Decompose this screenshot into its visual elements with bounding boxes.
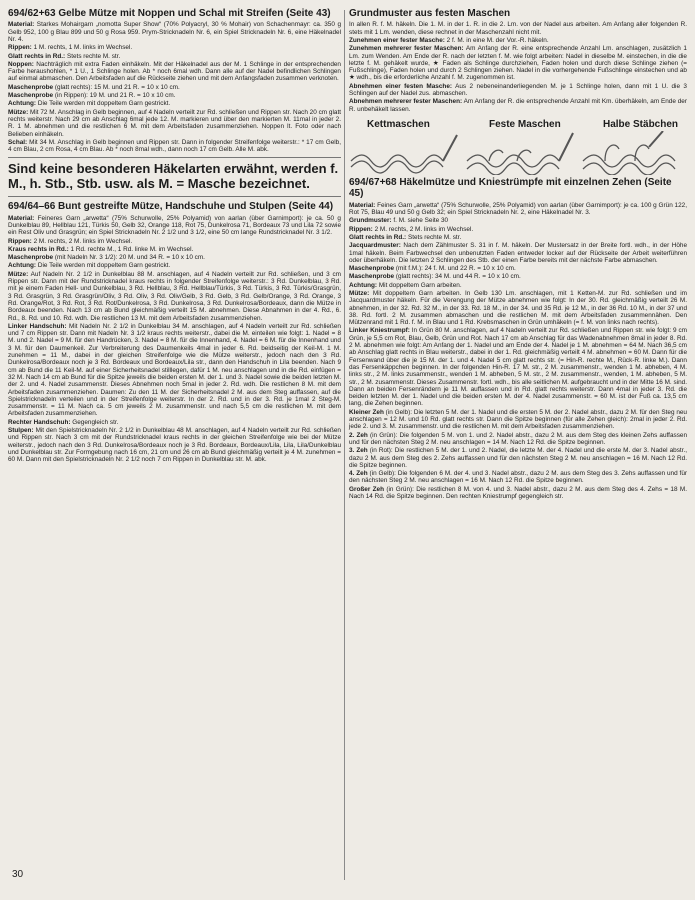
paragraph [8,139,341,154]
paragraph-text: (mit Nadeln Nr. 3 1/2): 20 M. und 34 R. = 10 x 10 cm. [53,254,205,262]
paragraph-text: Nachträglich mit extra Faden einhäkeln. Mit der Häkelnadel aus der M. 1 Schlinge in der entsprechenden Farbe heraushohlen, * 1 U., 1 Schlinge holen. Ab * noch 6mal wdh. Dann alle auf der Nadel befindlichen Schlingen auf einmal abmaschen. Den Arbeitsfaden auf die Rückseite ziehen und mit dem Anfangsfaden zusammen verknoten. [8,60,341,83]
paragraph-text: Mit Nadeln Nr. 2 1/2 in Dunkelblau 34 M. anschlagen, auf 4 Nadeln verteilt zur Rd. schließen und 7 cm Rippen str. Dann mit Nadeln Nr. 3 1/2 kraus rechts weiterstr., dabei die M. einteilen wie folgt: 1. Nadel = 8 M. und 2. Nadel = 9 M. für den Handrücken, 3. Nadel = 8 M. für die Innenhand, 4. Nadel = 6 M. für die Innenhand und 3 M. für den Daumenkeil. Zur Verbreiterung des Daumenkeils 4mal in jeder 6. Rd. beidseitig der Keil-M. 1 M. zunehmen = 11 M., dabei in der gleichen Streifenfolge wie die Mütze weiterstr., jedoch nach den 3 Rd. Dunkelrosa/Bordeaux noch je 3 Rd. Bordeaux und Bordeaux/Lila str., dann den Handschuh in Lila beenden. Nach 9 cm ab Bund die 11 Keil-M. auf einer Sicherheitsnadel stilllegen, dafür 1 M. neu anschlagen und in die Rd. einfügen = 32 M. Nach 14 cm ab Bund für die Spitze jeweils die beiden ersten M. der 1. und 3. Nadel sowie die beiden letzten M. der 2. und 4. Nadel zusammenstr. Dieses Abnehmen noch 5mal in jeder 2. Rd. wdh. Die restlichen 8 M. mit dem Arbeitsfaden zusammenziehen. Daumen: Zu den 11 M. der Sicherheitsnadel 2 M. aus dem Steg auffassen, auf die Spielstricknadeln verteilen und in der Streifenfolge weiterstr. In der 2. Rd. und in der 3. Rd. je 1mal 2 Steg-M. zusammenstr. = 11 M. Nach ca. 5 cm jeweils 2 M. zusammenstr. und nach 5,5 cm die restlichen M. mit dem Arbeitsfaden zusammenziehen. [8,322,341,418]
paragraph [349,37,687,44]
page-number: 30 [12,869,24,880]
paragraph [8,84,341,91]
paragraph-label: 2. Zeh [349,431,368,439]
section-divider [8,157,341,158]
paragraph-label: Zunehmen einer fester Masche: [349,36,445,44]
section-body-bunt-gestreift [8,215,341,464]
paragraph-text: Aus 2 nebeneinanderliegenden M. je 1 Schlinge holen, dann mit 1 U. die 3 Schlingen auf der Nadel zus. abmaschen. [349,82,687,98]
paragraph-text: Mit doppeltem Garn arbeiten. In Gelb 130 Lm. anschlagen, mit 1 Ketten-M. zur Rd. schließen und im Jacquardmuster häkeln. Für die Verengung der Mütze abnehmen wie folgt: In der 30. Rd. gleichmäßig verteilt 26 M. abnehmen, in der 32. Rd. 32 M., in der 33. Rd. 18 M., in der 34. und 35 Rd. je 12 M., in der 36 Rd. 10 M., in der 37 und 38. Rd. fortl. 2 M. zusammen abmaschen und die restlichen M. mit dem Arbeitsfaden zusammennähen. Den Mützenrand mit 1 Rd. f. M. in Blau und 1 Rd. Krebsmaschen in Grün umhäkeln (= f. M. von links nach rechts). [349,290,687,327]
paragraph-label: Rechter Handschuh: [8,418,71,426]
right-column [349,8,687,501]
paragraph-label: Mütze: [349,290,370,297]
paragraph-label: Jacquardmuster: [349,242,401,250]
paragraph-text: 2 M. rechts, 2 M. links im Wechsel. [31,237,133,245]
section-body-mutze-schal [8,21,341,153]
paragraph-text: Feineres Garn „arwetta“ (75% Schurwolle, 25% Polyamid) von aarlan (über Garnimport): je ca. 50 g Dunkelblau 89, Hellblau 121, Türkis 50, Gelb 32, Orange 118, Rot 75, Dunkelrosa 71, Bordeaux 73 und Lila 72 sowie ein Rest Oliv und Grasgrün; ein Spiel Stricknadeln Nr. 2 1/2 und 3 1/2, eine 50 cm lange Rundstricknadel Nr. 3 1/2. [8,214,341,237]
paragraph [349,226,687,233]
paragraph [8,109,341,138]
paragraph-label: Kleiner Zeh [349,408,384,416]
paragraph-text: In Grün 80 M. anschlagen, auf 4 Nadeln verteilt zur Rd. schließen und Rippen str. wie folgt: 9 cm Grün, je 5,5 cm Rot, Blau, Gelb, Grün und Rot. Nach 17 cm ab Anschlag für das Wadenabnehmen 8mal in jeder 8. Rd. 2 M. abnehmen wie folgt: Am Anfang der 1. Nadel und am Ende der 4. Nadel je 1 M. abnehmen = 64 M. Nach 36,5 cm ab Anschlag glatt rechts in Blau weiterstr., dabei in der 1. Rd. gleichmäßig verteilt 4 M. abnehmen = 60 M. Dann für die Fersenwand über die je 15 M. der 1. und 4. Nadel 5 cm glatt rechts str. (= Hin-R. rechte M., Rück-R. linke M.). Dann das Fersenkäppchen beginnen. In der folgenden Hin-R. 17 M. str., 2 M. zusammenstr., wenden 1 M. abheben, 4 M. links str., 2 M. links zusammenstr., wenden 1 M. abheben, 5 M. str., 2 M. zusammenstr., wenden, 1 M. abheben, 5 M. str., 2 M. zusammenstr. Dieses Zusammenstr. fortl. wdh., bis alle seitlichen M. aufgebraucht und in der Mitte 16 M. sind. Dann an beiden Fersenrändern je 11 M. auffassen und in Rd. glatt rechts weiterstr. Dann 4mal in jeder 3. Rd. die beiden letzten M. der 1. Nadel und die beiden ersten M. der 4. Nadel zusammenstr. = 60 M. ist der Fuß ca. 13,5 cm lang, die Zehen beginnen. [349,327,687,408]
paragraph [8,254,341,261]
paragraph-label: Mütze: [8,108,29,116]
paragraph-text: (in Rot): Die restlichen 5 M. der 1. und 2. Nadel, die letzte M. der 4. Nadel und die erste M. der 3. Nadel abstr., dazu 2 M. aus dem Steg des 2. Zehs auffassen und für den nächsten Steg 2 M. neu anschlagen = 16 M. Nach 12 Rd. die Spitze beginnen. [349,447,688,469]
paragraph [8,44,341,51]
paragraph [8,61,341,83]
paragraph-text: f. M. siehe Seite 30 [391,217,449,225]
column-divider [344,10,345,880]
paragraph [8,53,341,60]
paragraph-label: Material: [8,21,35,29]
paragraph-text: Am Anfang der R. die entsprechende Anzahl mit Km. überhäkeln, am Ende der R. unbehäkelt lassen. [349,98,687,113]
stitch-diagram [349,117,687,173]
paragraph-label: Abnehmen einer festen Masche: [349,82,452,90]
paragraph-label: Glatt rechts in Rd.: [8,52,66,60]
paragraph-label: Maschenprobe [8,254,54,262]
paragraph-text: (in Rippen): 19 M. und 21 R. = 10 x 10 cm. [53,92,176,100]
paragraph [8,92,341,99]
paragraph [8,215,341,237]
paragraph-text: (in Grün): Die folgenden 5 M. von 1. und 2. Nadel abstr., dazu 2 M. aus dem Steg des kleinen Zehs auffassen und für den nächsten Steg 2 M. neu anschlagen = 14 M. Nach 12 Rd. die Spitze beginnen. [349,431,688,446]
paragraph [349,432,687,447]
paragraph-label: Stulpen: [8,427,34,435]
paragraph-text: Mit 34 M. Anschlag in Gelb beginnen und Rippen str. Dann in folgender Streifenfolge weiterstr.: * 17 cm Gelb, 4 cm Blau, 2 cm Rosa, 4 cm Blau. Ab * noch 8mal wdh., dann noch 17 cm Gelb. Alle M. abk. [8,138,341,154]
paragraph [349,327,687,407]
paragraph [8,246,341,253]
paragraph-label: 4. Zeh [349,470,368,478]
paragraph-label: Mütze: [8,270,29,278]
section-title-bunt-gestreift: 694/64–66 Bunt gestreifte Mütze, Handschuhe und Stulpen (Seite 44) [8,201,334,213]
paragraph [8,323,341,418]
paragraph-text: Auf Nadeln Nr. 2 1/2 in Dunkelblau 88 M. anschlagen, auf 4 Nadeln verteilt zur Rd. schließen, und 3 cm Rippen str. Dann mit der Rundstricknadel kraus rechts in folgender Streifenfolge weiterstr.: 3 Rd. Dunkelblau, 3 Rd. mit je einem Faden Hell- und Dunkelblau, 3 Rd. Hellblau, 3 Rd. Hellblau/Türkis, 3 Rd. Türkis, 3 Rd. Türkis/Grasgrün, 3 Rd. Grasgrün, 3 Rd. Grasgrün/Oliv, 3 Rd. Oliv, 3 Rd. Oliv/Gelb, 3 Rd. Gelb, 3 Rd. Gelb/Orange, 3 Rd. Orange, 3 Rd. Orange/Rot, 3 Rd. Rot, 3 Rd. Rot/Dunkelrosa, 3 Rd. Dunkelrosa, 3 Rd. Dunkelrosa/Bordeaux, dann die Mütze in Bordeaux beenden. Nach 13 cm ab Bund gleichmäßig verteilt 15 M. abnehmen. Diese Abnahmen in der 4. Rd., 6. Rd., 8. Rd. und 10. Rd. wdh. Die restlichen 13 M. mit dem Arbeitsfaden zusammenziehen. [8,270,341,322]
paragraph [349,234,687,241]
paragraph-label: Achtung: [349,281,378,289]
paragraph [8,238,341,245]
paragraph-text: Gegengleich str. [70,418,119,426]
paragraph-text: Mit doppeltem Garn arbeiten. [377,281,462,289]
paragraph-label: Linker Handschuh: [8,322,67,330]
paragraph-text: Stets rechte M. str. [406,233,462,241]
paragraph [349,282,687,289]
paragraph-text: Die Teile werden mit doppeltem Garn gestrickt. [36,262,171,270]
paragraph-text: Mit 72 M. Anschlag in Gelb beginnen, auf 4 Nadeln verteilt zur Rd. schließen und Rippen str. Nach 20 cm glatt rechts weiterstr. Nach 29 cm ab Anschlag 6mal jede 12. M. markieren und über den markierten M. 11mal in jeder 2. R. 1 M. abnehmen und die restlichen 6 M. mit dem Arbeitsfaden zusammenziehen. Noppen lt. Foto oder nach Belieben einhäkeln. [8,108,341,138]
section-title-grundmuster: Grundmuster aus festen Maschen [349,8,511,19]
paragraph-text: Stets rechte M. str. [65,52,121,60]
paragraph-label: Maschenprobe [8,92,54,100]
paragraph-label: Schal: [8,138,28,146]
paragraph-label: Achtung: [8,262,37,270]
paragraph [349,273,687,280]
paragraph [8,21,341,43]
paragraph-text: Die Teile werden mit doppeltem Garn gestrickt. [36,100,171,108]
paragraph-text: (mit f.M.): 24 f. M. und 22 R. = 10 x 10 cm. [394,265,516,273]
left-column [8,8,341,465]
paragraph [349,447,687,469]
paragraph [349,470,687,485]
paragraph [349,202,687,217]
paragraph [8,271,341,322]
paragraph-label: Abnehmen mehrerer fester Maschen: [349,98,463,106]
paragraph [349,83,687,98]
paragraph [349,409,687,431]
paragraph [349,98,687,113]
paragraph-label: 3. Zeh [349,447,368,455]
paragraph-label: Material: [8,214,35,222]
paragraph [349,21,687,36]
paragraph-label: Glatt rechts in Rd.: [349,233,407,241]
paragraph [8,100,341,107]
section-body-grundmuster [349,21,687,113]
diagram-label-halbe-staebchen: Halbe Stäbchen [603,118,679,130]
paragraph-text: Am Anfang der R. eine entsprechende Anzahl Lm. anschlagen, zusätzlich 1 Lm. zum Wenden. Am Ende der R. nach der letzten f. M. wie folgt arbeiten: Nadel in dieselbe M. einstechen, in die die letzte f. M. gehäkelt wurde, ★ Faden als Schlinge durchziehen, Faden holen und durch diese Schlinge ziehen (= Fußschlinge), Faden holen und durch 2 Schlingen ziehen. Nadel in die vorhergehende Fußschlinge einstechen und ab ★ wdh., bis die erforderliche Anzahl f. M. zugenommen ist. [349,45,687,82]
paragraph-label: Rippen: [8,44,32,52]
paragraph [8,427,341,463]
section-title-haekelmuetze: 694/67+68 Häkelmütze und Kniestrümpfe mit einzelnen Zehen (Seite 45) [349,176,672,200]
paragraph-text: Mit den Spielstricknadeln Nr. 2 1/2 in Dunkelblau 48 M. anschlagen, auf 4 Nadeln verteilt zur Rd. schließen und Rippen str. Nach 3 cm mit der Rundstricknadel kraus rechts in der gleichen Streifenfolge wie bei der Mütze weiterstr., jedoch nach den 3 Rd. Dunkelrosa/Bordeaux noch je 3 Rd. Bordeaux, Bordeaux/Lila, Lila, Lila/Dunkelblau und Dunkelblau str. Zur Formgebung nach 16 cm, 21 cm und 26 cm ab Bund gleichmäßig verteilt je 4 M. zunehmen = 60 M. Dann mit den Spielstricknadeln Nr. 2 1/2 noch 7 cm Rippen in Dunkelblau str. M. abk. [8,427,341,464]
section-title-mutze-schal: 694/62+63 Gelbe Mütze mit Noppen und Schal mit Streifen (Seite 43) [8,8,331,19]
paragraph-label: Maschenprobe [8,83,54,91]
paragraph-label: Kraus rechts in Rd.: [8,245,69,253]
paragraph-label: Grundmuster: [349,217,392,225]
section-body-haekelmuetze [349,202,687,501]
section-divider [8,196,341,197]
paragraph-text: 2 M. rechts, 2 M. links im Wechsel. [372,225,474,233]
paragraph-text: (in Grün): Die restlichen 8 M. von 4. und 3. Nadel abstr., dazu 2 M. aus dem Steg des 4. Zehs = 18 M. Nach 14 Rd. die Spitze beginnen. Den rechten Kniestrumpf gegengleich str. [349,485,687,501]
paragraph-text: (in Gelb): Die folgenden 6 M. der 4. und 3. Nadel abstr., dazu 2 M. aus dem Steg des 3. Zehs auffassen und für den nächsten Steg 2 M. neu anschlagen = 16 M. Nach 12 Rd. die Spitze beginnen. [349,470,688,485]
diagram-label-feste-maschen: Feste Maschen [489,118,561,130]
paragraph-label: Material: [349,201,376,209]
paragraph [349,290,687,326]
stitch-illustration [349,131,687,175]
paragraph-label: Linker Kniestrumpf: [349,327,410,335]
paragraph-label: Maschenprobe [349,273,395,281]
notice-heading: Sind keine besonderen Häkelarten erwähnt, werden f. M., h. Stb., Stb. usw. als M. = Masche bezeichnet. [8,161,339,192]
diagram-label-kettmaschen: Kettmaschen [367,118,430,130]
paragraph-label: Zunehmen mehrerer fester Maschen: [349,45,464,53]
paragraph-text: 2 f. M. in eine M. der Vor.-R. häkeln. [444,36,549,44]
paragraph [349,265,687,272]
paragraph-text: (in Gelb): Die letzten 5 M. der 1. Nadel und die ersten 5 M. der 2. Nadel abstr., dazu 2 M. für den Steg neu anschlagen = 12 M. und 10 Rd. glatt rechts str. Dann die Spitze beginnen (für alle Zehen gleich): 2mal in jeder 2. Rd. jede 2. und 3. M. zusammenstr. und die restlichen M. mit dem Arbeitsfaden zusammenziehen. [349,408,687,431]
paragraph-text: Feines Garn „arwetta“ (75% Schurwolle, 25% Polyamid) von aarlan (über Garnimport): je ca. 100 g Grün 122, Rot 75, Blau 49 und 50 g Gelb 32; ein Spiel Stricknadeln Nr. 2, eine Häkelnadel Nr. 3. [349,201,687,217]
paragraph-text: In allen R. f. M. häkeln. Die 1. M. in der 1. R. in die 2. Lm. von der Nadel aus arbeiten. Am Anfang aller folgenden R. stets mit 1 Lm. wenden, diese rechnet in der Maschenzahl nicht mit. [349,21,687,36]
paragraph [8,419,341,426]
paragraph-text: 1 M. rechts, 1 M. links im Wechsel. [31,44,133,52]
paragraph-label: Großer Zeh [349,485,385,493]
paragraph [349,242,687,264]
paragraph-label: Maschenprobe [349,265,395,273]
paragraph-text: (glatt rechts): 34 M. und 44 R. = 10 x 10 cm. [394,273,521,281]
paragraph-label: Achtung: [8,100,37,108]
paragraph [349,486,687,501]
paragraph-text: 1 Rd. rechte M., 1 Rd. linke M. im Wechsel. [68,245,194,253]
paragraph [8,262,341,269]
paragraph-text: Nach dem Zählmuster S. 31 in f. M. häkeln. Der Mustersatz in der Breite fortl. wdh., in der Höhe 1mal häkeln. Beim Farbwechsel den unbenutzten Faden entweder locker auf der Rückseite der Arbeit weiterführen oder überhäkeln. Die letzten 2 Schlingen des Stb. der einen Farbe bereits mit der nächste Farbe abmaschen. [349,242,687,264]
paragraph-label: Rippen: [8,237,32,245]
paragraph [349,45,687,81]
paragraph-text: Starkes Mohairgarn „nomotta Super Show“ (70% Polyacryl, 30 % Mohair) von Schachenmayr: ca. 350 g Gelb 952, 100 g Blau 899 und 50 g Rosa 959. Prym-Stricknadeln Nr. 6, ein Spiel Stricknadeln Nr. 6, eine Häkelnadel Nr. 4. [8,21,341,43]
paragraph-label: Rippen: [349,225,373,233]
paragraph [349,217,687,224]
paragraph-text: (glatt rechts): 15 M. und 21 R. = 10 x 10 cm. [53,83,180,91]
paragraph-label: Noppen: [8,60,34,68]
